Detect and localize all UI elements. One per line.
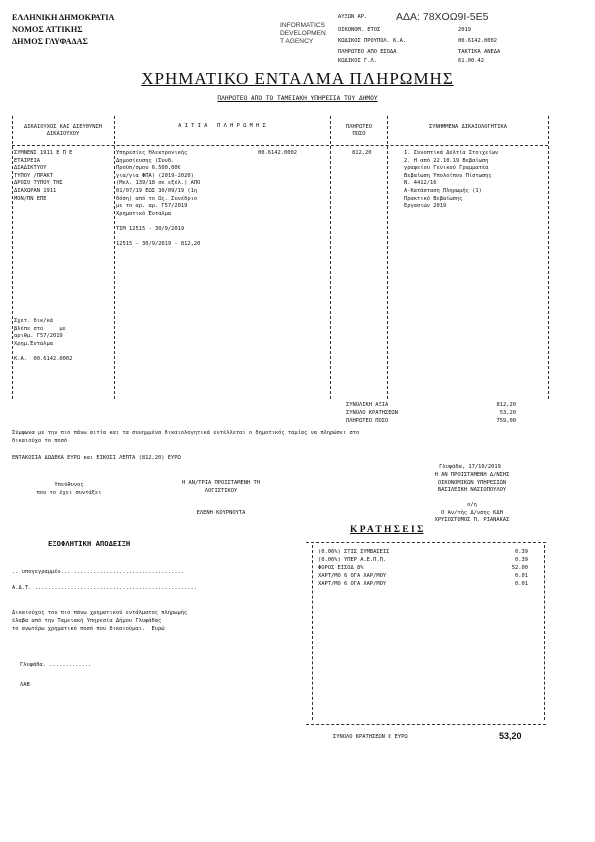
header-reason: Α Ι Τ Ι Α Π Λ Η Ρ Ω Μ Η Σ (178, 123, 266, 129)
deductions-title: Κ Ρ Α Τ Η Σ Ε Ι Σ (350, 525, 424, 535)
info-value: 00.6142.0002 (458, 38, 497, 44)
total-value: 53,20 (499, 410, 516, 416)
page-subtitle: ΠΛΗΡΩΤΕΟ ΑΠΟ ΤΟ ΤΑΜΕΙΑΚΗ ΥΠΗΡΕΣΙΑ ΤΟΥ ΔΗΜΟΥ (217, 95, 378, 102)
header-attachments: ΣΥΝΗΜΜΕΝΑ ΔΙΚΑΙΟΛΟΓΗΤΙΚΑ (429, 124, 507, 130)
deduction-value: 52.00 (511, 565, 528, 571)
cell-line: ΕΤΑΙΡΕΙΑ (14, 157, 40, 164)
signature-line: Η ΑΝ/ΤΡΙΑ ΠΡΟΙΣΤΑΜΕΝΗ ΤΗ (182, 480, 260, 486)
total-label: ΣΥΝΟΛΟ ΚΡΑΤΗΣΕΩΝ (346, 410, 398, 416)
deduction-label: ΧΑΡΤ/ΜΟ 6 ΟΓΑ ΧΑΡ/ΜΟΥ (318, 573, 387, 579)
info-label: ΠΛΗΡΩΤΕΟ ΑΠΟ ΕΣΟΔΑ (338, 49, 397, 55)
cell-line: αριθμ. Γ57/2019 (14, 333, 63, 340)
info-value: 2019 (458, 27, 471, 33)
cell-line: Ν. 4412/16 (404, 180, 437, 187)
page-title: ΧΡΗΜΑΤΙΚΟ ΕΝΤΑΛΜΑ ΠΛΗΡΩΜΗΣ (141, 69, 454, 88)
cell-line: Δημοσίευσης (Συνδ. (116, 157, 175, 164)
signature-line: Ο Αν/τής Δ/νσης ΚΔΗ (441, 509, 503, 516)
receipt-line: .. υπογεγραμμέν... .................................. (12, 569, 185, 575)
deduction-value: 0.39 (515, 549, 528, 555)
cell-line: 2. Η από 22.10.19 Βεβαίωση (404, 157, 489, 164)
deductions-total-label: ΣΥΝΟΛΟ ΚΡΑΤΗΣΕΩΝ € ΕΥΡΩ (333, 734, 408, 740)
cell-line: με το αρ. αρ. Γ57/2019 (116, 203, 188, 210)
cell-line: 1. Συνοπτικά Δελτία Στοιχείων (404, 150, 499, 156)
cell-line (14, 348, 72, 356)
cell-line (116, 234, 200, 242)
deduction-value: 0.01 (515, 581, 528, 587)
cell-line: Υπηρεσίες Ηλεκτρονικής (116, 150, 188, 156)
signature-line: ΒΑΣΙΛΕΙΚΗ ΝΑΣΙΟΠΟΥΛΟΥ (437, 487, 507, 493)
ada-code: ΑΔΑ: 78ΧΟΩ9Ι-5Ε5 (396, 11, 489, 23)
cell-line: Κ.Α. 00.6142.0002 (14, 355, 73, 362)
signature-line: ΕΛΕΝΗ ΚΟΥΡΝΟΥΤΑ (196, 510, 246, 516)
receipt-place: Γλυφάδα. ............. (20, 662, 92, 668)
info-value: 61.00.42 (458, 58, 484, 64)
receipt-line: έλαβα από την Ταμειακή Υπηρεσία Δήμου Γλυφάδας (12, 618, 162, 625)
header-amount: ΠΛΗΡΩΤΕΟ ΠΟΣΟ (346, 124, 372, 137)
info-label: ΚΩΔΙΚΟΣ Γ.Λ. (338, 58, 377, 64)
cell-line: ΔΡΟΣΟ ΤΥΠΟΥ ΤΗΣ (14, 180, 63, 187)
total-label: ΠΛΗΡΩΤΕΟ ΠΟΣΟ (346, 418, 389, 424)
info-value: ΤΑΚΤΙΚΑ ΑΝΕΔΑ (458, 49, 501, 55)
cell-line: (Μελ. 139/18 σε εξέλ.) ΑΠΟ (116, 180, 201, 187)
cell-line: δόση) από το Ως. Συνέδριο (116, 195, 198, 202)
cell-line: ΤΙΜ 12515 - 30/9/2019 (116, 225, 185, 232)
cell-line: ΔΙΑΧΩΡΑΝ 1911 (14, 187, 57, 194)
signature-line: που το έχει συντάξει (36, 489, 102, 496)
place-date: Γλυφάδα, 17/10/2019 (439, 464, 501, 470)
stamp-line: T AGENCY (280, 38, 314, 45)
cell-line (116, 218, 200, 226)
signature-line: ο/η (467, 502, 477, 508)
cell-line: για/για ΦΠΑ) (2019-2020) (116, 172, 194, 179)
deduction-label: ΧΑΡΤ/ΜΟ 6 ΟΓΑ ΧΑΡ/ΜΟΥ (318, 581, 387, 587)
cell-line: Σχετ. δικ/κά (14, 318, 53, 324)
cell-line: Εργασιών 2019 (404, 203, 447, 210)
cell-line: Χρηματικό Ένταλμα (116, 210, 172, 217)
amount-in-words: ΕΝΤΑΚΟΣΙΑ ΔΩΔΕΚΑ ΕΥΡΩ και ΕΙΚΟΣΙ ΛΕΠΤΑ (812,20) ΕΥΡΩ (12, 455, 181, 461)
cell-line: Χρημ.Ένταλμα (14, 340, 53, 347)
signature-line: ΧΡΥΣΟΣΤΟΜΟΣ Π. ΡΙΑΝΑΚΑΣ (434, 517, 510, 523)
total-value: 812,20 (496, 402, 516, 408)
amount-cell: 812,20 (352, 150, 372, 156)
deduction-label: (0.06%) ΣΤΙΣ ΣΥΜΒΑΣΕΙΣ (318, 549, 390, 555)
issuer-line: ΝΟΜΟΣ ΑΤΤΙΚΗΣ (12, 25, 83, 34)
info-label: ΑΥΞΩΝ ΑΡ. (338, 14, 368, 20)
stamp-line: INFORMATICS (280, 22, 325, 29)
deduction-value: 0.01 (515, 573, 528, 579)
cell-line: ΤΥΠΟΥ /ΠΡΑΚΤ (14, 172, 53, 179)
receipt-line: Α.Δ.Τ. .................................................. (12, 585, 197, 592)
reason-cell (116, 150, 200, 249)
statement-line: δικαιούχο το ποσό (12, 438, 68, 444)
receipt-line: Δικαιούχος του πιο πάνω χρηματικού εντάλματος πληρωμής (12, 610, 188, 616)
deduction-label: (0.06%) ΥΠΕΡ Α.Ε.Π.Π. (318, 557, 387, 563)
beneficiary-cell (14, 150, 72, 203)
cell-line: ΜΟΝ/ΠΝ ΕΠΕ (14, 195, 47, 202)
total-label: ΣΥΝΟΛΙΚΗ ΑΞΙΑ (346, 402, 389, 408)
statement-line: Σύμφωνα με την πιο πάνω αιτία και τα συνημμένα δικαιολογητικά εντέλλεται ο δημοτικός ταμίας να πληρώσει στο (12, 430, 360, 436)
signature-line: ΟΙΚΟΝΟΜΙΚΩΝ ΥΠΗΡΕΣΙΩΝ (437, 479, 507, 486)
cell-line: Βεβαίωση Υπολοίπου Πίστωσης (404, 172, 492, 179)
receipt-line: το ανωτέρω χρηματικό ποσό που δικαιούμαι. Ευρώ (12, 626, 165, 633)
receipt-label: ΛΑΒ (20, 682, 30, 688)
issuer-line: ΕΛΛΗΝΙΚΗ ΔΗΜΟΚΡΑΤΙΑ (12, 13, 115, 22)
stamp-line: DEVELOPMEN (280, 30, 326, 37)
signature-line: Υπεύθυνος (54, 482, 84, 488)
deductions-total: 53,20 (499, 731, 522, 741)
header-beneficiary: ΔΙΚΑΙΟΥΧΟΣ ΚΑΙ ΔΙΕΥΘΥΝΣΗ ΔΙΚΑΙΟΥΧΟΥ (24, 124, 102, 137)
deduction-value: 0.39 (515, 557, 528, 563)
reason-budget-code: 00.6142.0002 (258, 150, 297, 156)
signature-line: Η ΑΝ ΠΡΟΙΣΤΑΜΕΝΗ Δ/ΝΣΗΣ (434, 472, 510, 478)
cell-line: βλέπε στο με (14, 325, 66, 332)
cell-line: γραφείου Γενικού Γραμματέα (404, 165, 489, 172)
cell-line: Πρακτικό Βεβαίωσης (404, 195, 463, 202)
cell-line: 12515 - 30/9/2019 - 812,20 (116, 241, 201, 248)
cell-line: ΣΥΜΝΕΝΣ 1911 Ε Π Ε (14, 150, 73, 156)
cell-line: ΔΙΑΔΙΚΤΥΟΥ (14, 165, 47, 172)
beneficiary-note (14, 318, 72, 364)
total-value: 759,00 (496, 418, 516, 424)
cell-line: Προϋπ/σμου 6.500,00€ (116, 165, 181, 172)
info-label: ΟΙΚΟΝΟΜ. ΕΤΟΣ (338, 27, 381, 33)
cell-line: Α-Κατάσταση Πληρωμής (1) (404, 187, 482, 194)
deduction-label: ΦΟΡΟΣ ΕΙΣΟΔ 8% (318, 565, 364, 571)
cell-line: 01/07/19 ΕΩΣ 30/09/19 (1η (116, 187, 198, 194)
signature-line: ΛΟΓΙΣΤΙΚΟΥ (204, 487, 238, 494)
issuer-line: ΔΗΜΟΣ ΓΛΥΦΑΔΑΣ (12, 37, 88, 46)
receipt-title: ΕΞΟΦΛΗΤΙΚΗ ΑΠΟΔΕΙΞΗ (48, 539, 131, 548)
attachments-cell (404, 150, 498, 211)
info-label: ΚΩΔΙΚΟΣ ΠΡΟΥΠΟΛ. Κ.Α. (338, 38, 407, 44)
